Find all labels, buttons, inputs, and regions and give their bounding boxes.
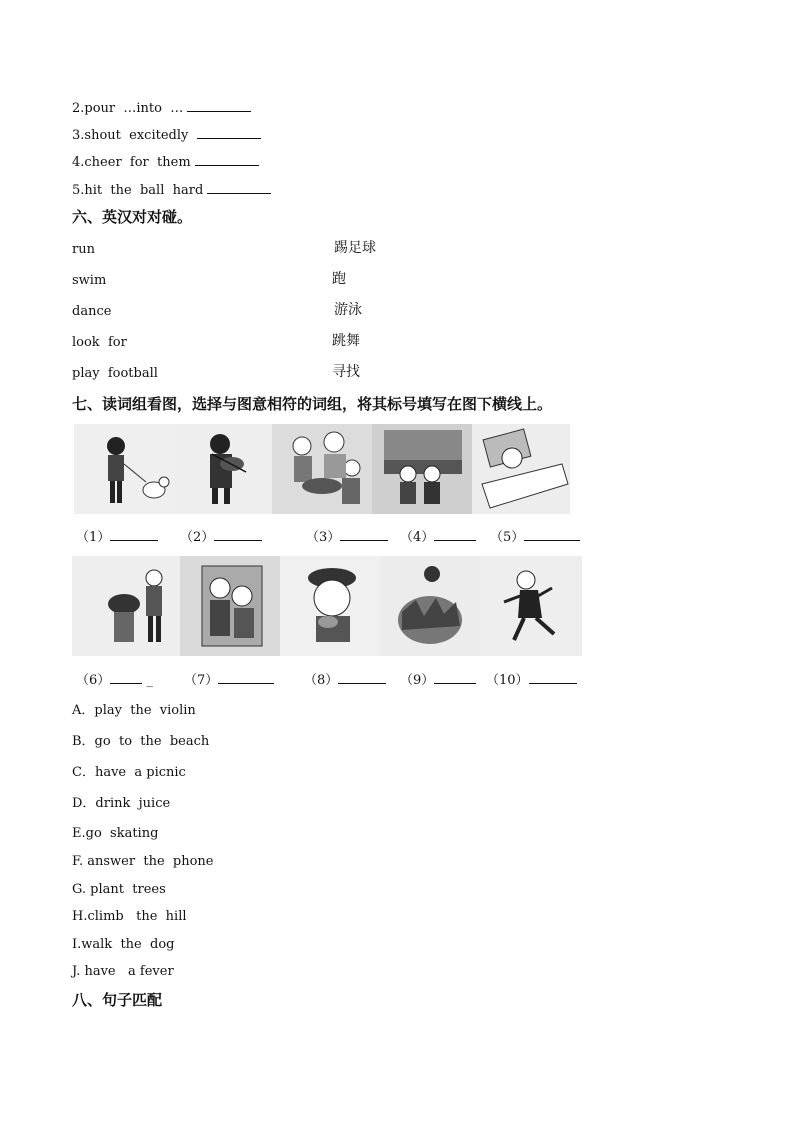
english-word: dance (72, 304, 112, 319)
option-d: D．drink juice (72, 796, 171, 811)
answer-blank[interactable] (434, 671, 476, 684)
chinese-word: 跑 (332, 271, 346, 287)
answer-blank[interactable] (110, 528, 158, 541)
answer-blank[interactable] (340, 528, 388, 541)
chinese-word: 游泳 (334, 302, 362, 318)
label-text: （4） (400, 530, 435, 545)
phrase-text: 2.pour …into … (72, 101, 184, 116)
option-j: J. have a fever (72, 964, 174, 979)
label-3 (306, 528, 388, 546)
answer-blank[interactable] (218, 671, 274, 684)
picture-2-violin (172, 424, 272, 514)
option-c: C．have a picnic (72, 765, 186, 780)
label-6 (76, 671, 153, 689)
picture-6-plant-tree (72, 556, 180, 656)
label-9 (400, 671, 476, 689)
section6-heading: 六、英汉对对碰。 (72, 208, 193, 226)
chinese-word: 踢足球 (334, 240, 376, 256)
phrase-item-4 (72, 153, 259, 171)
english-word: run (72, 242, 95, 257)
phrase-item-5 (72, 181, 271, 199)
answer-blank[interactable] (214, 528, 262, 541)
section8-heading: 八、句子匹配 (72, 991, 163, 1009)
label-text: （8） (304, 673, 339, 688)
section7-heading: 七、读词组看图，选择与图意相符的词组，将其标号填写在图下横线上。 (72, 395, 553, 413)
label-5 (490, 528, 580, 546)
answer-blank[interactable] (434, 528, 476, 541)
option-i: I.walk the dog (72, 937, 175, 952)
picture-1-walk-dog (74, 424, 172, 514)
answer-blank[interactable] (197, 126, 261, 139)
label-text: （3） (306, 530, 341, 545)
chinese-word: 跳舞 (332, 333, 360, 349)
option-h: H.climb the hill (72, 909, 187, 924)
phrase-item-3 (72, 126, 261, 144)
label-text: （5） (490, 530, 525, 545)
chinese-word: 寻找 (332, 364, 360, 380)
label-1 (76, 528, 158, 546)
answer-blank[interactable] (110, 671, 142, 684)
option-g: G. plant trees (72, 882, 166, 897)
option-b: B．go to the beach (72, 734, 210, 749)
label-text: （6） (76, 673, 111, 688)
picture-9-bush (380, 556, 480, 656)
label-8 (304, 671, 386, 689)
english-word: swim (72, 273, 107, 288)
label-text: （2） (180, 530, 215, 545)
label-7 (184, 671, 274, 689)
label-text: （7） (184, 673, 219, 688)
answer-blank[interactable] (529, 671, 577, 684)
phrase-item-2 (72, 99, 251, 117)
picture-8-old-man (280, 556, 380, 656)
label-4 (400, 528, 476, 546)
picture-4-beach (372, 424, 472, 514)
english-word: play football (72, 366, 158, 381)
answer-blank[interactable] (207, 181, 271, 194)
phrase-text: 5.hit the ball hard (72, 183, 204, 198)
label-tail: _ (146, 673, 153, 688)
label-10 (486, 671, 577, 689)
picture-3-picnic (272, 424, 372, 514)
option-f: F. answer the phone (72, 854, 214, 869)
answer-blank[interactable] (187, 99, 251, 112)
answer-blank[interactable] (524, 528, 580, 541)
option-a: A．play the violin (72, 703, 196, 718)
option-e: E.go skating (72, 826, 159, 841)
picture-5-in-bed (472, 424, 570, 514)
answer-blank[interactable] (195, 153, 259, 166)
english-word: look for (72, 335, 127, 350)
picture-7-drink (180, 556, 280, 656)
label-text: （1） (76, 530, 111, 545)
label-2 (180, 528, 262, 546)
label-text: （10） (486, 673, 529, 688)
phrase-text: 4.cheer for them (72, 155, 191, 170)
label-text: （9） (400, 673, 435, 688)
phrase-text: 3.shout excitedly (72, 128, 189, 143)
answer-blank[interactable] (338, 671, 386, 684)
picture-10-skating (480, 556, 582, 656)
